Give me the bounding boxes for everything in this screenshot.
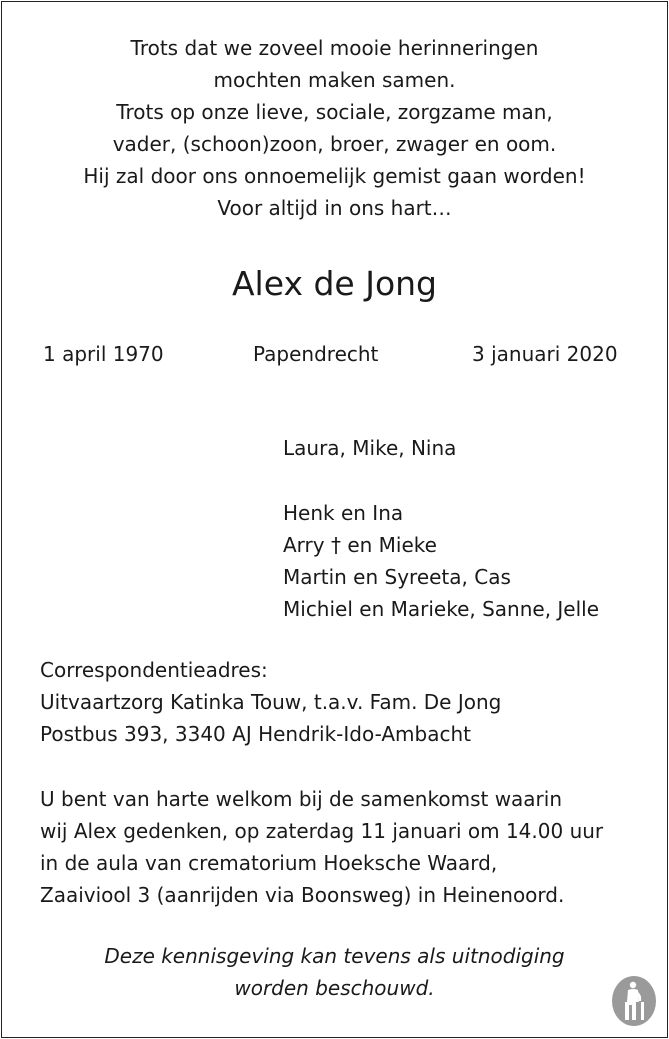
intro-line: mochten maken samen. bbox=[213, 68, 456, 92]
family-relatives bbox=[283, 497, 599, 625]
correspondence-line: Postbus 393, 3340 AJ Hendrik-Ido-Ambacht bbox=[40, 722, 471, 746]
welcome-text bbox=[40, 783, 603, 911]
death-date: 3 januari 2020 bbox=[472, 342, 618, 366]
deceased-name: Alex de Jong bbox=[231, 264, 437, 303]
correspondence-address bbox=[40, 654, 501, 750]
intro-line: Hij zal door ons onnoemelijk gemist gaan worden! bbox=[83, 164, 586, 188]
closing-line: worden beschouwd. bbox=[234, 976, 435, 1000]
intro-line: Trots op onze lieve, sociale, zorgzame man, bbox=[116, 100, 553, 124]
birth-place: Papendrecht bbox=[253, 342, 379, 366]
welcome-line: U bent van harte welkom bij de samenkomst waarin bbox=[40, 787, 563, 811]
correspondence-line: Correspondentieadres: bbox=[40, 658, 268, 682]
family-line: Michiel en Marieke, Sanne, Jelle bbox=[283, 597, 600, 621]
family-line: Arry † en Mieke bbox=[283, 533, 437, 557]
family-line: Martin en Syreeta, Cas bbox=[283, 565, 511, 589]
closing-line: Deze kennisgeving kan tevens als uitnodiging bbox=[104, 944, 565, 968]
intro-line: Trots dat we zoveel mooie herinneringen bbox=[130, 36, 539, 60]
welcome-line: in de aula van crematorium Hoeksche Waard, bbox=[40, 851, 498, 875]
welcome-line: wij Alex gedenken, op zaterdag 11 januari om 14.00 uur bbox=[40, 819, 604, 843]
intro-line: vader, (schoon)zoon, broer, zwager en oom. bbox=[112, 132, 557, 156]
publisher-logo-icon bbox=[611, 975, 657, 1027]
welcome-line: Zaaiviool 3 (aanrijden via Boonsweg) in Heinenoord. bbox=[40, 883, 565, 907]
family-line: Henk en Ina bbox=[283, 501, 404, 525]
family-children bbox=[283, 432, 456, 464]
birth-date: 1 april 1970 bbox=[43, 342, 164, 366]
intro-line: Voor altijd in ons hart… bbox=[217, 196, 452, 220]
family-line: Laura, Mike, Nina bbox=[283, 436, 457, 460]
intro-text bbox=[0, 32, 669, 224]
closing-note bbox=[0, 940, 669, 1004]
correspondence-line: Uitvaartzorg Katinka Touw, t.a.v. Fam. De Jong bbox=[40, 690, 502, 714]
